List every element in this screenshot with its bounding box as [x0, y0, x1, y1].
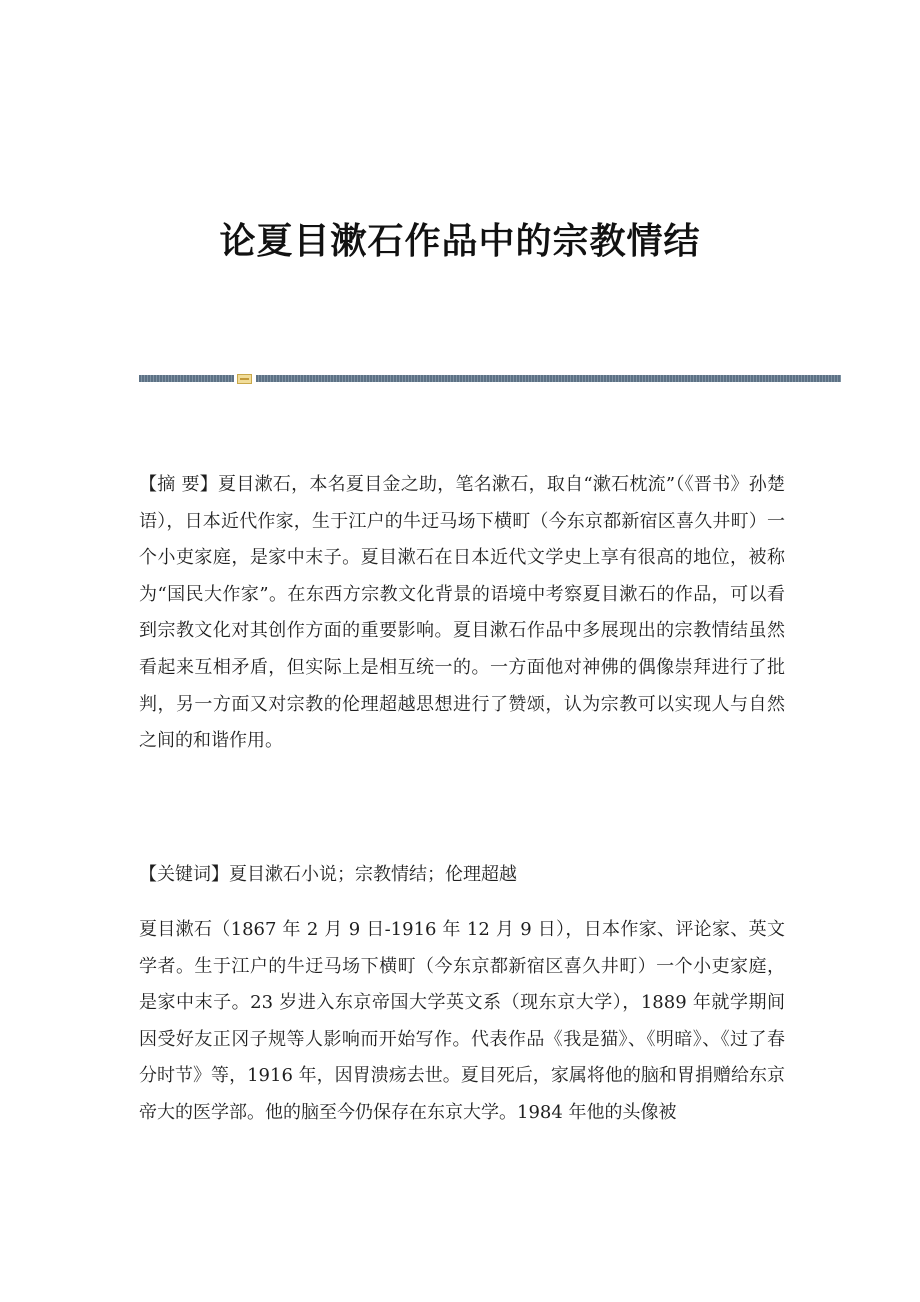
divider-bar-left — [139, 375, 234, 382]
bio-paragraph: 夏目漱石（1867 年 2 月 9 日-1916 年 12 月 9 日），日本作家、评论家、英文学者。生于江户的牛迂马场下横町（今东京都新宿区喜久井町）一个小吏家庭，是家中末子。23 岁进入东京帝国大学英文系（现东京大学），1889 年就学期间因受好友正冈子规等人影响而开始写作。代表作品《我是猫》、《明暗》、《过了春分时节》等，1916 年，因胃溃疡去世。夏目死后，家属将他的脑和胃捐赠给东京帝大的医学部。他的脑至今仍保存在东京大学。1984 年他的头像被 — [139, 919, 785, 1123]
divider-ornament-icon — [237, 374, 252, 384]
divider-bar-right — [256, 375, 841, 382]
page-title: 论夏目漱石作品中的宗教情结 — [219, 220, 701, 262]
abstract-paragraph: 【摘 要】夏目漱石，本名夏目金之助，笔名漱石，取自“漱石枕流”（《晋书》孙楚语），日本近代作家，生于江户的牛迂马场下横町（今东京都新宿区喜久井町）一个小吏家庭，是家中末子。夏目漱石在日本近代文学史上享有很高的地位，被称为“国民大作家”。在东西方宗教文化背景的语境中考察夏目漱石的作品，可以看到宗教文化对其创作方面的重要影响。夏目漱石作品中多展现出的宗教情结虽然看起来互相矛盾，但实际上是相互统一的。一方面他对神佛的偶像崇拜进行了批判，另一方面又对宗教的伦理超越思想进行了赞颂，认为宗教可以实现人与自然之间的和谐作用。 — [139, 474, 785, 752]
title-divider — [139, 374, 841, 384]
keywords-paragraph: 【关键词】夏目漱石小说；宗教情结；伦理超越 — [139, 864, 517, 885]
